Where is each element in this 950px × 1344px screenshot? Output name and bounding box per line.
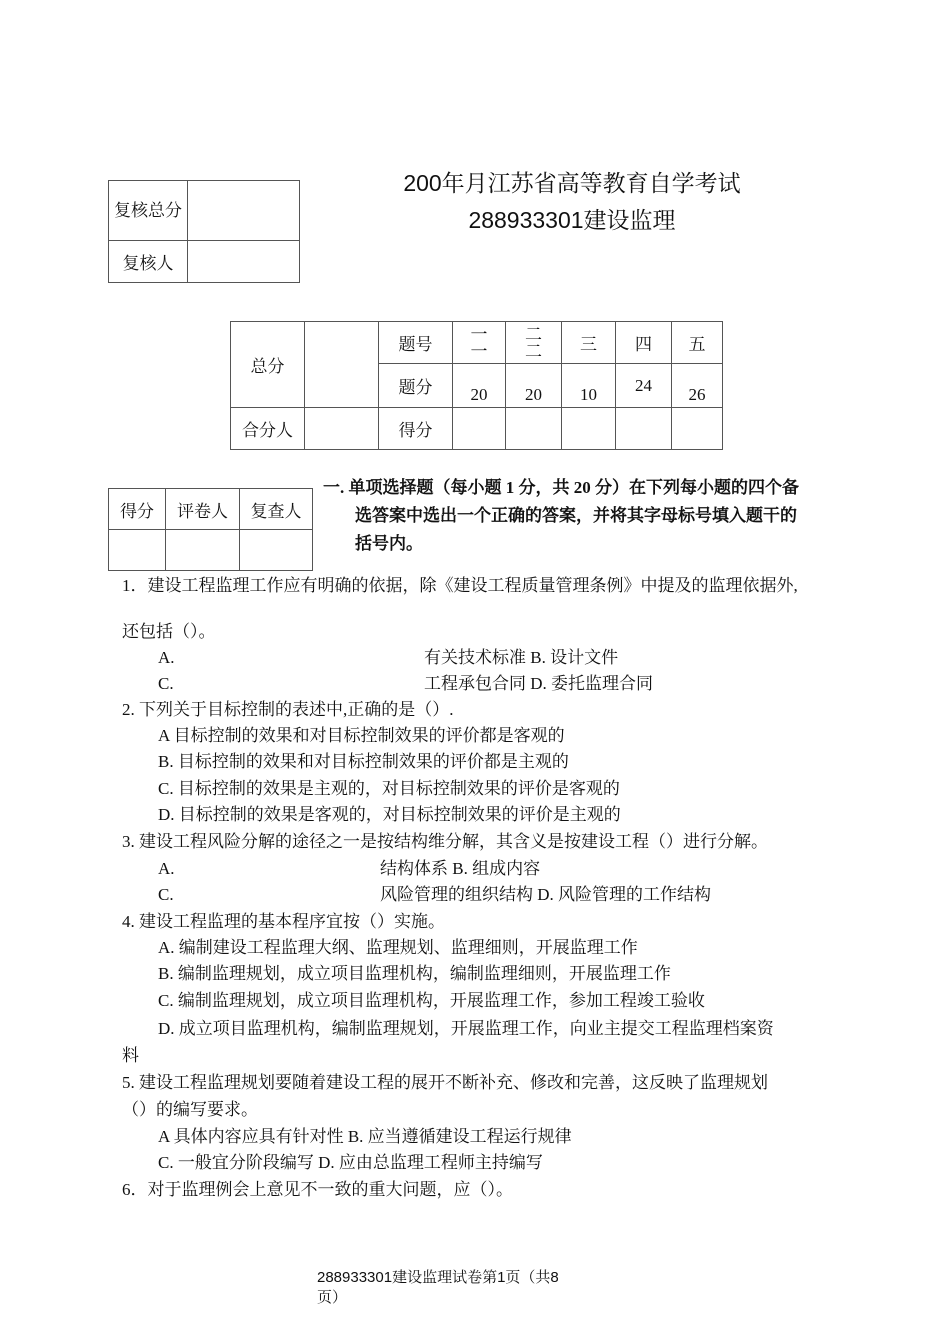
page-footer-line2: 页） xyxy=(317,1289,348,1306)
checker-label: 复查人 xyxy=(240,489,313,530)
obtained-3 xyxy=(562,408,616,450)
checker-cell xyxy=(240,530,313,571)
q4-option-b: B. 编制监理规划，成立项目监理机构，编制监理细则，开展监理工作 xyxy=(158,964,671,983)
question-score-2: 20 xyxy=(506,364,562,408)
reviewer-label: 复核人 xyxy=(109,241,188,283)
total-score-label: 总分 xyxy=(231,322,305,408)
obtained-4 xyxy=(616,408,672,450)
q3-option-c-label: C. xyxy=(158,885,174,904)
q1-option-a-label: A. xyxy=(158,648,175,667)
grader-table xyxy=(108,488,313,571)
tally-cell xyxy=(305,408,379,450)
question-no-1-top: 一 xyxy=(470,324,488,344)
question-score-4: 24 xyxy=(616,364,672,408)
q5-option-ab: A 具体内容应具有针对性 B. 应当遵循建设工程运行规律 xyxy=(158,1127,572,1146)
q1-option-ab: 有关技术标准 B. 设计文件 xyxy=(424,648,619,667)
question-no-3: 三 xyxy=(562,322,616,364)
q4-option-d-line2: 料 xyxy=(122,1046,139,1065)
reviewer-cell xyxy=(188,241,300,283)
grader-score-cell xyxy=(109,530,166,571)
q1-stem-line2: 还包括（）。 xyxy=(122,622,216,641)
question-no-2 xyxy=(506,322,562,364)
q4-stem: 4. 建设工程监理的基本程序宜按（）实施。 xyxy=(122,912,445,931)
tally-label: 合分人 xyxy=(231,408,305,450)
question-no-4: 四 xyxy=(616,322,672,364)
q5-stem-line2: （）的编写要求。 xyxy=(122,1100,258,1119)
obtained-2 xyxy=(506,408,562,450)
q4-option-c: C. 编制监理规划，成立项目监理机构，开展监理工作，参加工程竣工验收 xyxy=(158,991,705,1010)
q6-stem: 6．对于监理例会上意见不一致的重大问题，应（）。 xyxy=(122,1180,513,1199)
q2-option-c: C. 目标控制的效果是主观的，对目标控制效果的评价是客观的 xyxy=(158,779,620,798)
question-score-3: 10 xyxy=(562,364,616,408)
review-total-label: 复核总分 xyxy=(109,181,188,241)
grader-score-label: 得分 xyxy=(109,489,166,530)
obtained-5 xyxy=(672,408,723,450)
q1-option-cd: 工程承包合同 D. 委托监理合同 xyxy=(424,674,654,693)
total-score-cell xyxy=(305,322,379,408)
exam-title-line2: 288933301建设监理 xyxy=(468,207,676,233)
section-heading xyxy=(323,474,843,558)
q3-option-cd: 风险管理的组织结构 D. 风险管理的工作结构 xyxy=(380,885,712,904)
q4-option-d-line1: D. 成立项目监理机构，编制监理规划，开展监理工作，向业主提交工程监理档案资 xyxy=(158,1019,774,1038)
page-footer-line1: 288933301建设监理试卷第1页（共8 xyxy=(317,1269,559,1286)
q5-stem-line1: 5. 建设工程监理规划要随着建设工程的展开不断补充、修改和完善，这反映了监理规划 xyxy=(122,1073,768,1092)
q2-option-d: D. 目标控制的效果是客观的，对目标控制效果的评价是主观的 xyxy=(158,805,621,824)
review-table xyxy=(108,180,300,283)
q1-option-c-label: C. xyxy=(158,674,174,693)
section-heading-line3: 括号内。 xyxy=(355,534,423,553)
obtained-label: 得分 xyxy=(379,408,453,450)
obtained-1 xyxy=(453,408,506,450)
q1-stem-line1: 1．建设工程监理工作应有明确的依据，除《建设工程质量管理条例》中提及的监理依据外, xyxy=(122,576,798,595)
q4-option-a: A. 编制建设工程监理大纲、监理规划、监理细则，开展监理工作 xyxy=(158,938,638,957)
section-heading-line1: 一. 单项选择题（每小题 1 分，共 20 分）在下列每小题的四个备 xyxy=(323,478,799,497)
question-no-5: 五 xyxy=(672,322,723,364)
score-table xyxy=(230,321,723,450)
exam-title-line1: 200年月江苏省高等教育自学考试 xyxy=(403,170,741,196)
question-no-2-top: 二 xyxy=(525,324,542,344)
section-heading-line2: 选答案中选出一个正确的答案，并将其字母标号填入题干的 xyxy=(355,506,797,525)
q2-stem: 2. 下列关于目标控制的表述中,正确的是（）. xyxy=(122,700,454,719)
question-no-2-bottom: 二 xyxy=(525,341,542,361)
q2-option-a: A 目标控制的效果和对目标控制效果的评价都是客观的 xyxy=(158,726,565,745)
q5-option-cd: C. 一般宜分阶段编写 D. 应由总监理工程师主持编写 xyxy=(158,1153,543,1172)
review-total-cell xyxy=(188,181,300,241)
q2-option-b: B. 目标控制的效果和对目标控制效果的评价都是主观的 xyxy=(158,752,569,771)
question-score-1: 20 xyxy=(453,364,506,408)
question-no-1-bottom: 一 xyxy=(470,341,488,361)
grader-cell xyxy=(166,530,240,571)
q3-option-ab: 结构体系 B. 组成内容 xyxy=(380,859,541,878)
q3-option-a-label: A. xyxy=(158,859,175,878)
exam-title xyxy=(352,168,792,235)
page-footer xyxy=(317,1268,617,1308)
question-no-label: 题号 xyxy=(379,322,453,364)
question-no-1 xyxy=(453,322,506,364)
q3-stem: 3. 建设工程风险分解的途径之一是按结构维分解，其含义是按建设工程（）进行分解。 xyxy=(122,832,768,851)
question-score-label: 题分 xyxy=(379,364,453,408)
question-score-5: 26 xyxy=(672,364,723,408)
grader-label: 评卷人 xyxy=(166,489,240,530)
